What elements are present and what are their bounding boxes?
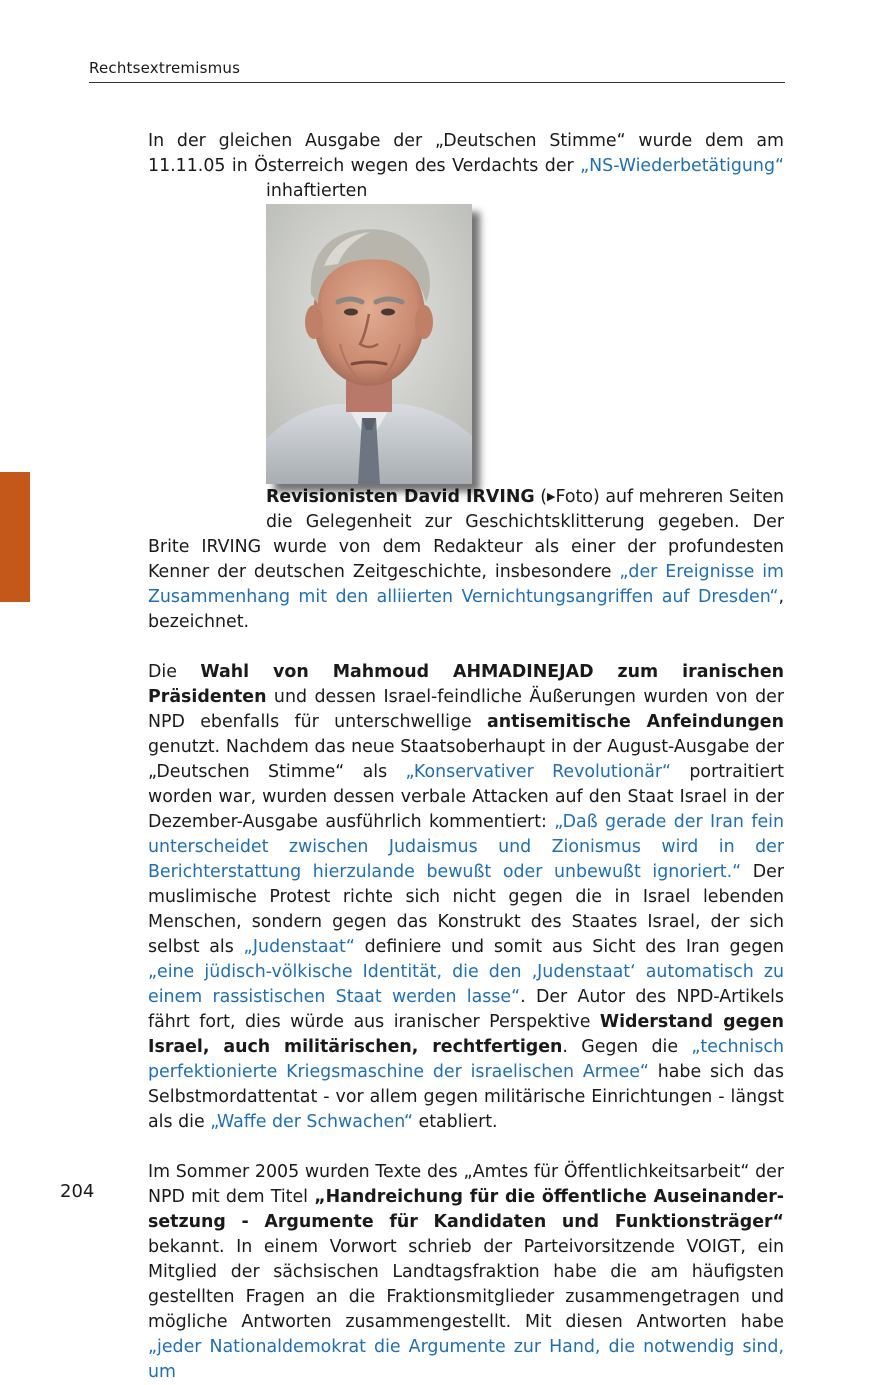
quote-kriegsmaschine: „technisch perfektionierte Kriegsmaschine der israelischen Armee“ [148,1037,784,1082]
text-segment: und dessen Israel-feindliche Äußerungen wurden von der NPD ebenfalls für unterschwellige [148,687,784,732]
text-segment: etabliert. [412,1112,498,1132]
reference-arrow-icon: ▶ [547,490,556,503]
quote-waffe: „Waffe der Schwachen“ [210,1112,413,1132]
running-head: Rechtsextremismus [89,59,241,77]
text-segment: ( [534,487,548,507]
text-segment: In der gleichen Ausgabe der „Deutschen Stimme“ wurde dem am 11.11.05 in Österreich wegen des Verdachts der [148,131,784,176]
text-segment: . Der Autor des NPD-Artikels fährt fort, dies würde aus iranischer Perspektive [148,987,784,1032]
body-text [148,129,784,1385]
portrait-photo-icon [266,204,472,484]
text-segment: genutzt. Nachdem das neue Staatsoberhaupt in der August-Ausgabe der „Deutschen Stimme“ als [148,737,784,782]
text-segment: , bezeichnet. [148,587,784,632]
quote-judenstaat: „Judenstaat“ [243,937,355,957]
text-segment: Der muslimische Protest richte sich nicht gegen die in Israel lebenden Menschen, sondern gegen das Konstrukt des Staates Israel, der sich selbst als [148,862,784,957]
quote-konservativer: „Konservativer Revolutionär“ [405,762,672,782]
text-segment: definiere und somit aus Sicht des Iran gegen [354,937,784,957]
quote-identitaet: „eine jüdisch-völkische Identität, die den ‚Judenstaat‘ automatisch zu einem rassistischen Staat werden lasse“ [148,962,784,1007]
name-irving: Revisionisten David IRVING [266,487,535,507]
text-segment: Die [148,662,201,682]
paragraph-irving [148,129,784,204]
bold-ahmadinejad: Wahl von Mahmoud AHMADINEJAD zum iranischen Präsidenten [148,662,784,707]
quote-nationaldemokrat: „jeder Nationaldemokrat die Argumente zur Hand, die notwendig sind, um [148,1337,784,1382]
page-number: 204 [60,1181,95,1202]
photo-frame [88,233,266,519]
paragraph-ahmadinejad [148,660,784,1135]
text-segment: . Gegen die [562,1037,692,1057]
text-segment: portraitiert worden war, wurden dessen verbale Attacken auf den Staat Israel in der Dezember-Ausgabe ausführlich kommentiert: [148,762,784,832]
paragraph-handreichung [148,1160,784,1385]
text-segment: inhaftierten [266,181,368,201]
quote-ns-wiederbetaetigung: „NS-Wiederbetätigung“ [580,156,784,176]
text-segment: bekannt. In einem Vorwort schrieb der Parteivorsitzende VOIGT, ein Mitglied der sächsischen Landtagsfraktion habe die am häufigsten gestellten Fragen an die Fraktionsmitglieder zusammengetragen und mögliche Antworten zusammengestellt. Mit diesen Antworten habe [148,1237,784,1332]
bold-handreichung: „Handreichung für die öffentliche Auseinandersetzung - Argumente für Kandidaten und Funktionsträger“ [148,1187,784,1232]
text-segment: habe sich das Selbstmordattentat - vor allem gegen militärische Einrichtungen - längst als die [148,1062,784,1132]
quote-iran: „Daß gerade der Iran fein unterscheidet zwischen Judaismus und Zionismus wird in der Berichterstattung hierzulande bewußt oder unbewußt ignoriert.“ [148,812,784,882]
header-rule [89,82,785,83]
chapter-tab-marker [0,472,30,602]
bold-widerstand: Widerstand gegen Israel, auch militärischen, rechtfertigen [148,1012,784,1057]
text-segment: Im Sommer 2005 wurden Texte des „Amtes für Öffentlichkeitsarbeit“ der NPD mit dem Titel [148,1162,784,1207]
quote-dresden: „der Ereignisse im Zusammenhang mit den alliierten Vernichtungsangriffen auf Dresden“ [148,562,784,607]
text-segment: Foto) auf mehreren Seiten die Gelegenheit zur Geschichtsklitterung gegeben. Der Brite IRVING wurde von dem Redakteur als einer der profundesten Kenner der deutschen Zeitgeschichte, insbesondere [148,487,784,582]
bold-antisemitische: antisemitische Anfeindungen [487,712,784,732]
